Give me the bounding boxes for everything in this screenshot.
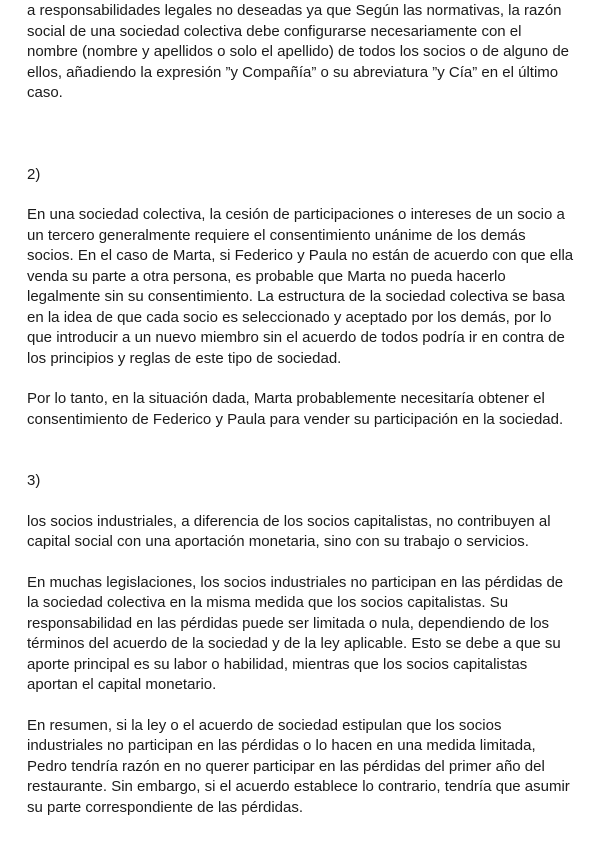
section-2-paragraph-1: En una sociedad colectiva, la cesión de participaciones o intereses de un socio a un tercero generalmente requiere el consentimiento unánime de los demás socios. En el caso de Marta, si Federico y Paula no están de acuerdo con que ella venda su parte a otra persona, es probable que Marta no pueda hacerlo legalmente sin su consentimiento. La estructura de la sociedad colectiva se basa en la idea de que cada socio es seleccionado y aceptado por los demás, por lo que introducir a un nuevo miembro sin el acuerdo de todos podría ir en contra de los principios y reglas de este tipo de sociedad.	[27, 206, 574, 367]
section-3-paragraph-1: los socios industriales, a diferencia de los socios capitalistas, no contribuyen al capital social con una aportación monetaria, sino con su trabajo o servicios.	[27, 512, 551, 550]
section-2-paragraph-2: Por lo tanto, en la situación dada, Marta probablemente necesitaría obtener el consentimiento de Federico y Paula para vender su participación en la sociedad.	[27, 390, 564, 428]
section-3-paragraph-2: En muchas legislaciones, los socios industriales no participan en las pérdidas de la sociedad colectiva en la misma medida que los socios capitalistas. Su responsabilidad en las pérdidas puede ser limitada o nula, dependiendo de los términos del acuerdo de la sociedad y de la ley aplicable. Esto se debe a que su aporte principal es su labor o habilidad, mientras que los socios capitalistas aportan el capital monetario.	[27, 573, 564, 693]
document-body	[27, 0, 577, 818]
section-3-paragraph-3: En resumen, si la ley o el acuerdo de sociedad estipulan que los socios industriales no participan en las pérdidas o lo hacen en una medida limitada, Pedro tendría razón en no querer participar en las pérdidas del primer año del restaurante. Sin embargo, si el acuerdo establece lo contrario, tendría que asumir su parte correspondiente de las pérdidas.	[27, 716, 570, 816]
intro-paragraph: a responsabilidades legales no deseadas ya que Según las normativas, la razón social de una sociedad colectiva debe configurarse necesariamente con el nombre (nombre y apellidos o solo el apellido) de todos los socios o de alguno de ellos, añadiendo la expresión ”y Compañía” o su abreviatura ”y Cía” en el último caso.	[27, 2, 569, 101]
section-2-number: 2)	[27, 165, 41, 183]
section-3-number: 3)	[27, 472, 41, 489]
